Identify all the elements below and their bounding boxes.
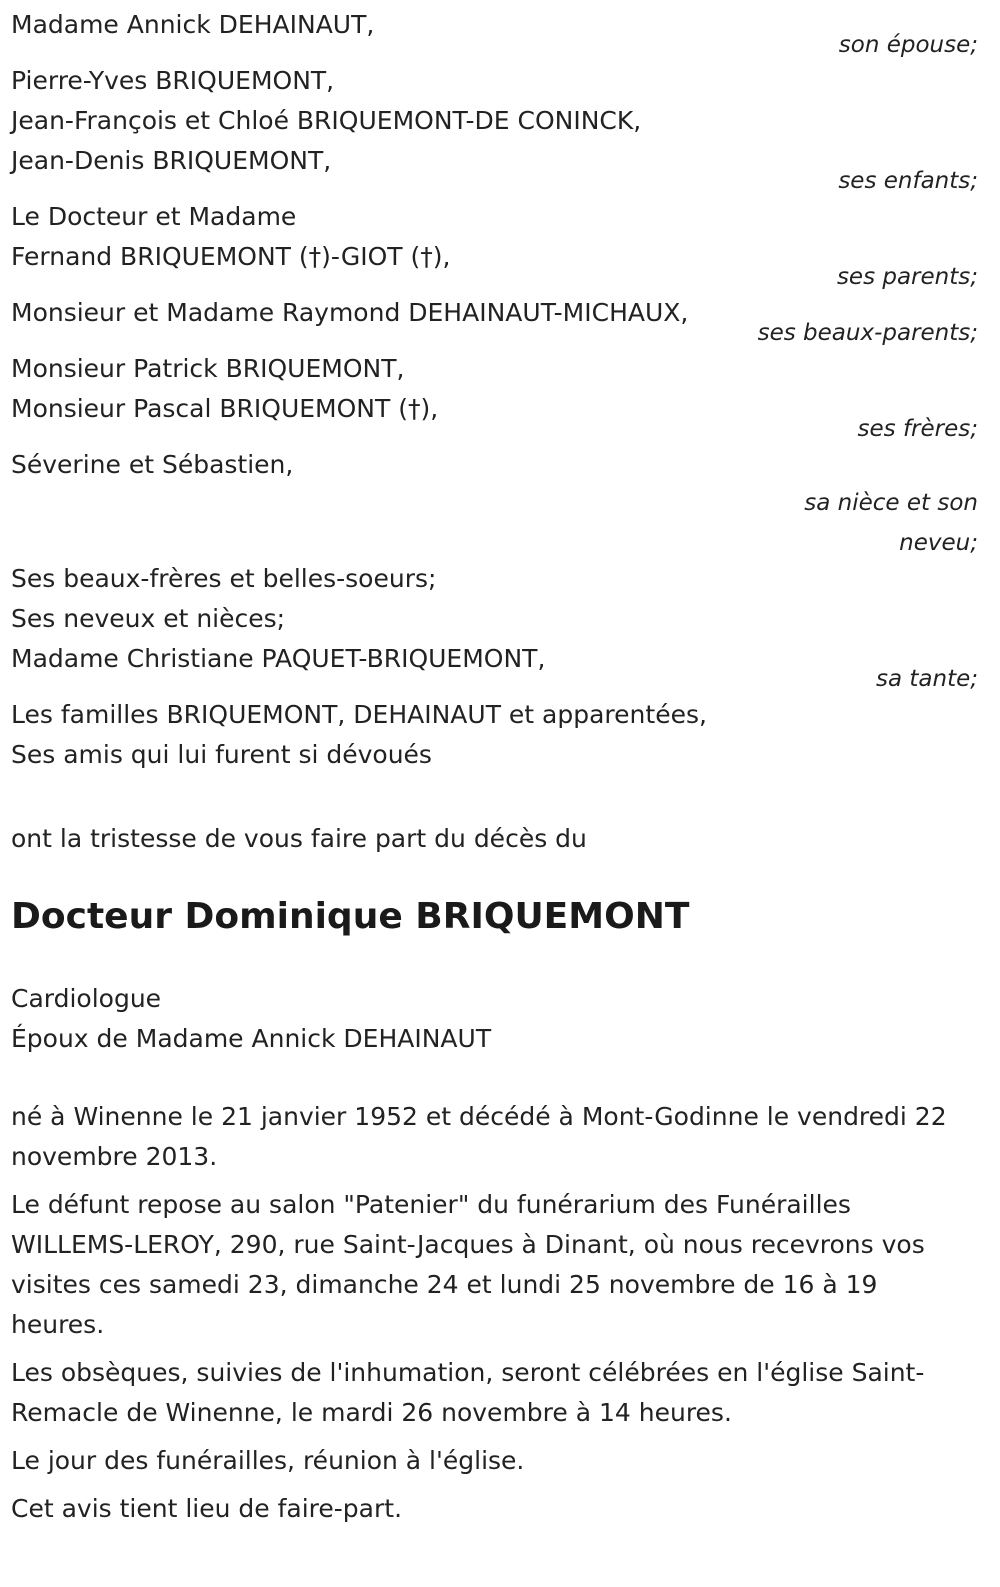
family-group-friends xyxy=(11,695,978,775)
family-member: Fernand BRIQUEMONT (†)-GIOT (†), xyxy=(11,242,451,271)
family-group-niece-nephew xyxy=(11,445,978,563)
spouse-mention: Époux de Madame Annick DEHAINAUT xyxy=(11,1024,492,1053)
family-group-brothers xyxy=(11,349,978,449)
family-group-spouse xyxy=(11,5,978,65)
relation-label xyxy=(11,483,978,563)
meeting-paragraph: Le jour des funérailles, réunion à l'église. xyxy=(11,1446,525,1475)
relation-label: ses frères; xyxy=(857,416,978,442)
family-group-children xyxy=(11,61,978,201)
family-member: Monsieur Patrick BRIQUEMONT, xyxy=(11,354,405,383)
announcement-intro: ont la tristesse de vous faire part du décès du xyxy=(11,824,587,853)
relation-label-line: neveu; xyxy=(899,530,978,556)
family-member: Ses beaux-frères et belles-soeurs; xyxy=(11,564,437,593)
spacer xyxy=(11,1059,978,1097)
birth-death-paragraph: né à Winenne le 21 janvier 1952 et décédé à Mont-Godinne le vendredi 22 novembre 2013. xyxy=(11,1102,947,1171)
relation-label-line: sa nièce et son xyxy=(804,490,978,516)
family-member: Pierre-Yves BRIQUEMONT, xyxy=(11,66,335,95)
family-member: Monsieur Pascal BRIQUEMONT (†), xyxy=(11,394,439,423)
funeral-information xyxy=(11,1097,978,1529)
family-member: Les familles BRIQUEMONT, DEHAINAUT et apparentées, xyxy=(11,700,707,729)
visitation-paragraph: Le défunt repose au salon "Patenier" du funérarium des Funérailles WILLEMS-LEROY, 290, rue Saint-Jacques à Dinant, où nous recevrons vos visites ces samedi 23, dimanche 24 et lundi 25 novembre de 16 à 19 heures. xyxy=(11,1190,925,1339)
family-member: Séverine et Sébastien, xyxy=(11,450,294,479)
spacer xyxy=(11,781,978,819)
family-member: Jean-François et Chloé BRIQUEMONT-DE CONINCK, xyxy=(11,106,642,135)
family-group-parents-in-law xyxy=(11,293,978,353)
family-list xyxy=(11,5,978,775)
family-group-parents xyxy=(11,197,978,297)
relation-label: ses parents; xyxy=(836,264,978,290)
family-member: Jean-Denis BRIQUEMONT, xyxy=(11,146,332,175)
family-member: Le Docteur et Madame xyxy=(11,202,297,231)
family-member: Ses amis qui lui furent si dévoués xyxy=(11,740,432,769)
family-member: Madame Christiane PAQUET-BRIQUEMONT, xyxy=(11,644,546,673)
relation-label: ses beaux-parents; xyxy=(757,320,978,346)
profession: Cardiologue xyxy=(11,984,162,1013)
family-member: Madame Annick DEHAINAUT, xyxy=(11,10,375,39)
relation-label: son épouse; xyxy=(838,32,978,58)
relation-label: sa tante; xyxy=(876,666,978,692)
deceased-details xyxy=(11,979,978,1059)
ceremony-paragraph: Les obsèques, suivies de l'inhumation, seront célébrées en l'église Saint-Remacle de Winenne, le mardi 26 novembre à 14 heures. xyxy=(11,1358,925,1427)
relation-label: ses enfants; xyxy=(838,168,978,194)
family-member: Monsieur et Madame Raymond DEHAINAUT-MICHAUX, xyxy=(11,298,689,327)
notice-paragraph: Cet avis tient lieu de faire-part. xyxy=(11,1494,403,1523)
deceased-name: Docteur Dominique BRIQUEMONT xyxy=(11,896,690,937)
family-group-extended xyxy=(11,559,978,699)
family-member: Ses neveux et nièces; xyxy=(11,604,286,633)
